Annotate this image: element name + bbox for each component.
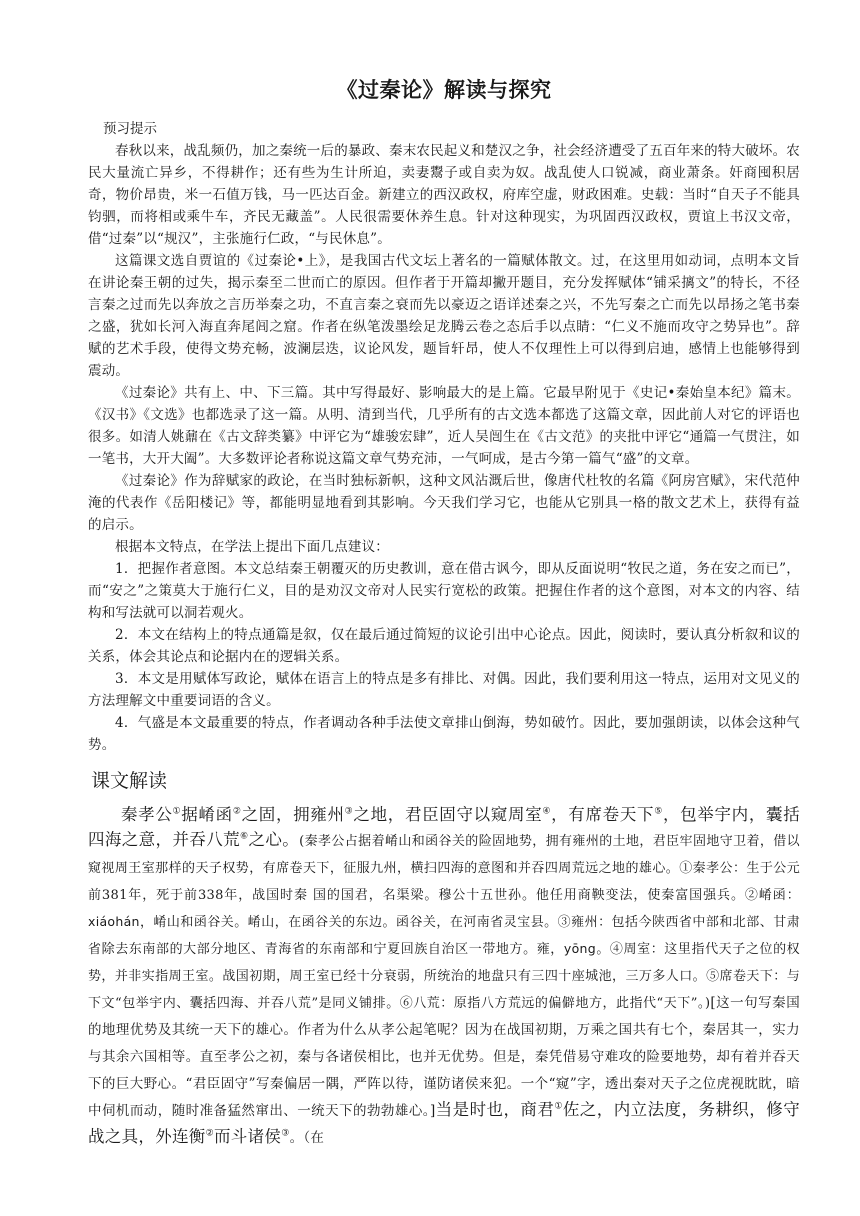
paragraph-structure: 《过秦论》共有上、中、下三篇。其中写得最好、影响最大的是上篇。它最早附见于《史记•秦始皇本纪》篇末。《汉书》《文选》也都选录了这一篇。从明、清到当代，几乎所有的古文选本都选了这篇文章，因此前人对它的评语也很多。如清人姚鼐在《古文辞类纂》中评它为“雄骏宏肆”，近人吴闿生在《古文范》的夹批中评它“通篇一气贯注，如一笔书，大开大阖”。大多数评论者称说这篇文章气势充沛，一气呵成，是古今第一篇气“盛”的文章。 <box>88 385 800 467</box>
footnote-marker: ① <box>554 1101 563 1112</box>
footnote-marker: ① <box>172 806 182 817</box>
footnote-marker: ⑥ <box>240 831 249 842</box>
original-text: 据崤函 <box>181 805 233 824</box>
footnote-marker: ③ <box>281 1128 290 1139</box>
pinyin: yōng <box>563 941 597 956</box>
translation-note: (秦孝公占据着崤山和函谷关的险固地势，拥有雍州的土地，君臣牢固地守卫着，借以窥视周王室那样的天子权势，有席卷天下，征服九州，横扫四海的意图和并吞四周荒远之地的雄心。①秦孝公：生于公元前381年，死于前338年，战国时秦 国的国君，名渠梁。穆公十五世孙。他任用商鞅变法，使秦富国强兵。②崤函： <box>88 834 800 903</box>
original-text: 秦孝公 <box>121 805 173 824</box>
suggestion-item: 2．本文在结构上的特点通篇是叙，仅在最后通过简短的议论引出中心论点。因此，阅读时，要认真分析叙和议的关系，体会其论点和论据内在的逻辑关系。 <box>88 627 800 665</box>
paragraph-background: 春秋以来，战乱频仍，加之秦统一后的暴政、秦末农民起义和楚汉之争，社会经济遭受了五百年来的特大破坏。农民大量流亡异乡，不得耕作；还有些为生计所迫，卖妻鬻子或自卖为奴。战乱使人口锐减，商业萧条。奸商囤积居奇，物价昂贵，米一石值万钱，马一匹达百金。新建立的西汉政权，府库空虚，财政困难。史载：当时“自天子不能具钧驷，而将相或乘牛车，齐民无藏盖”。人民很需要休养生息。针对这种现实，为巩固西汉政权，贾谊上书汉文帝，借“过秦”以“规汉”，主张施行仁政，“与民休息”。 <box>88 143 800 247</box>
paragraph-influence: 《过秦论》作为辞赋家的政论，在当时独标新帜，这种文风沾溉后世，像唐代杜牧的名篇《阿房宫赋》，宋代范仲淹的代表作《岳阳楼记》等，都能明显地看到其影响。今天我们学习它，也能从它别具一格的散文艺术上，获得有益的启示。 <box>88 473 800 533</box>
analysis-note: [这一句写秦国的地理优势及其统一天下的雄心。作者为什么从孝公起笔呢？因为在战国初期，万乘之国共有七个，秦居其一，实力与其余六国相等。直至孝公之初，秦与各诸侯相比，也并无优势。但是，秦凭借易守难攻的险要地势，却有着并吞天下的巨大野心。“君臣固守”写秦偏居一隅，严阵以待，谨防诸侯来犯。一个“窥”字，透出秦对天子之位虎视眈眈，暗中伺机而动，随时准备猛然窜出、一统天下的勃勃雄心。] <box>88 995 801 1119</box>
original-text: ，包举宇内，囊括四海之意，并吞八荒 <box>88 805 800 849</box>
page-title: 《过秦论》解读与探究 <box>336 77 552 102</box>
pinyin: xiáohán <box>88 914 140 929</box>
original-text: 之心。 <box>248 830 300 849</box>
original-text: 当是时也，商君 <box>435 1100 555 1119</box>
footnote-marker: ④ <box>542 806 552 817</box>
document-page <box>88 0 800 1151</box>
original-text: 之地，君臣固守以窥周室 <box>353 805 543 824</box>
suggestion-item: 4．气盛是本文最重要的特点，作者调动各种手法使文章排山倒海，势如破竹。因此，要加强朗读，以体会这种气势。 <box>88 715 800 753</box>
original-text: 之固，拥雍州 <box>241 805 345 824</box>
translation-note: ，崤山和函谷关。崤山，在函谷关的东边。函谷关，在河南省灵宝县。③雍州：包括今陕西省中部和北部、甘肃省除去东南部的大部分地区、青海省的东南部和宁夏回族自治区一带地方。雍， <box>88 915 800 957</box>
original-text: ，有席卷天下 <box>551 805 655 824</box>
suggestion-item: 1．把握作者意图。本文总结秦王朝覆灭的历史教训，意在借古讽今，即从反面说明“牧民之道，务在安之而已”，而“安之”之策莫大于施行仁义，目的是劝汉文帝对人民实行宽松的政策。把握住作者的这个意图，对本文的内容、结构和写法就可以洞若观火。 <box>88 561 800 621</box>
original-text: 佐之，内立法度，务耕织，修守战之具，外连衡 <box>88 1100 800 1146</box>
footnote-marker: ③ <box>344 806 354 817</box>
suggestion-item: 3．本文是用赋体写政论，赋体在语言上的特点是多有排比、对偶。因此，我们要利用这一特点，运用对文见义的方法理解文中重要词语的含义。 <box>88 671 800 709</box>
original-text: 而斗诸侯 <box>213 1127 282 1146</box>
original-text: 。（在 <box>289 1130 325 1146</box>
footnote-marker: ② <box>205 1128 214 1139</box>
footnote-marker: ② <box>232 806 242 817</box>
section-title: 课文解读 <box>91 770 168 792</box>
paragraph-source: 这篇课文选自贾谊的《过秦论•上》，是我国古代文坛上著名的一篇赋体散文。过，在这里用如动词，点明本文旨在讲论秦王朝的过失，揭示秦至二世而亡的原因。但作者于开篇却撇开题目，充分发挥赋体“铺采摛文”的特长，不径言秦之过而先以奔放之言历举秦之功，不直言秦之衰而先以豪迈之语详述秦之兴，不先写秦之亡而先以昂扬之笔书秦之盛，犹如长河入海直奔尾闾之窟。作者在纵笔泼墨绘足龙腾云卷之态后手以点睛：“仁义不施而攻守之势异也”。辞赋的艺术手段，使得文势充畅，波澜层迭，议论风发，题旨轩昂，使人不仅理性上可以得到启迪，感情上也能够得到震动。 <box>88 253 800 379</box>
footnote-marker: ⑤ <box>654 806 663 817</box>
text-analysis-body <box>88 802 800 1151</box>
paragraph-suggestions-intro: 根据本文特点，在学法上提出下面几点建议： <box>115 539 389 555</box>
preview-heading: 预习提示 <box>103 121 157 137</box>
translation-note: 。④周室：这里指代天子之位的权势，并非实指周王室。战国初期，周王室已经十分衰弱，所统治的地盘只有三四十座城池，三万多人口。⑤席卷天下：与下文“包举宇内、囊括四海、并吞八荒”是同义铺排。⑥八荒：原指八方荒远的偏僻地方，此指代“天下”。) <box>88 942 800 1011</box>
